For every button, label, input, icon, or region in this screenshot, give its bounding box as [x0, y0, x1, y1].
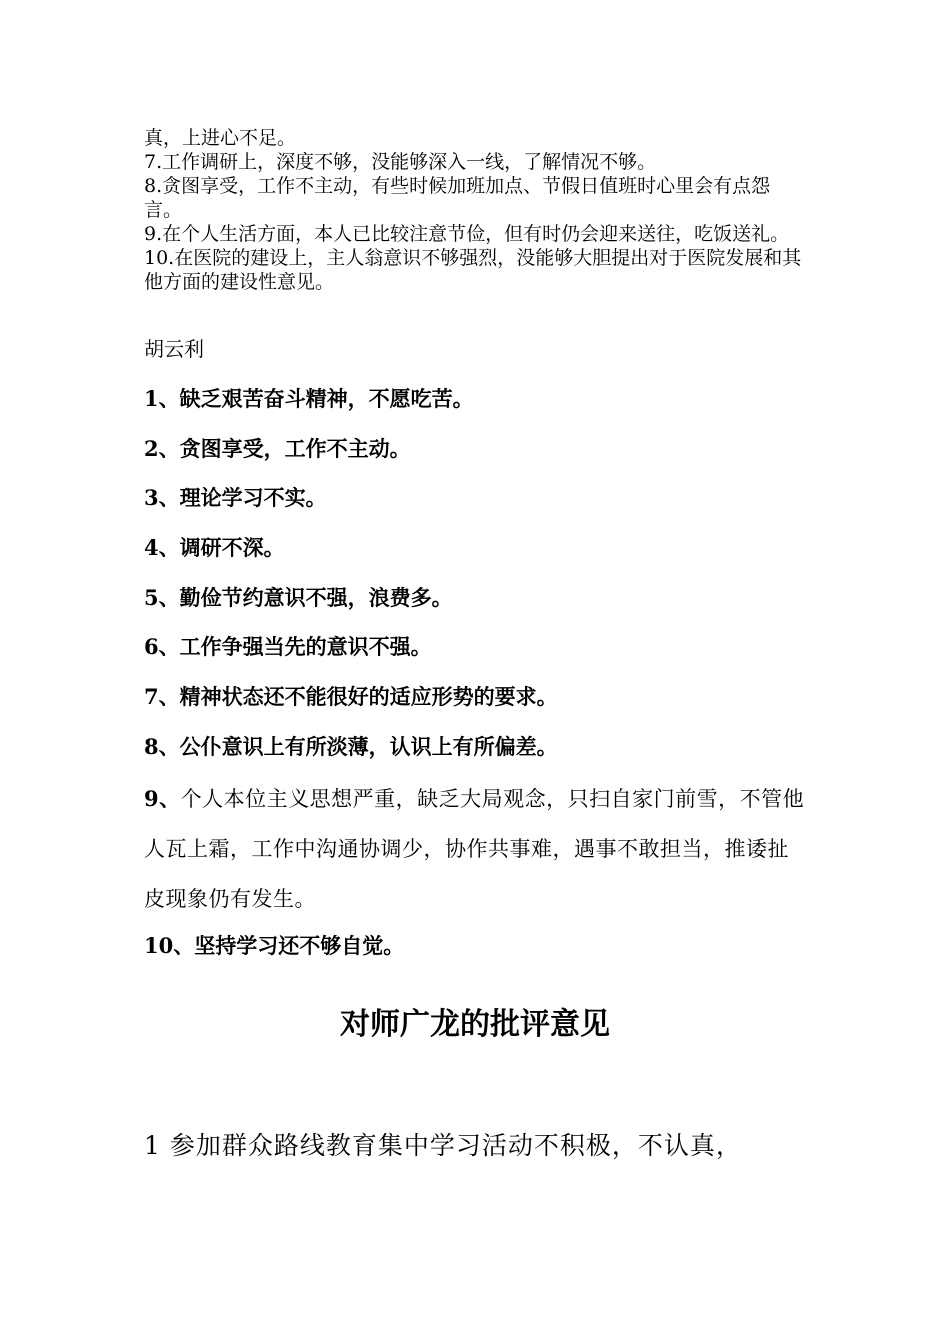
- criticism-item-5: 5、勤俭节约意识不强，浪费多。: [144, 585, 453, 610]
- criticism-item-9-number: 9、: [144, 786, 181, 811]
- criticism-item-2: 2、贪图享受，工作不主动。: [144, 436, 411, 461]
- text-line-item-10: 10.在医院的建设上，主人翁意识不够强烈，没能够大胆提出对于医院发展和其他方面的建设性意见。: [144, 247, 802, 293]
- criticism-item-8: 8、公仆意识上有所淡薄，认识上有所偏差。: [144, 734, 558, 759]
- top-section: [144, 126, 808, 294]
- criticism-item-4: 4、调研不深。: [144, 535, 285, 560]
- section-title: 对师广龙的批评意见: [340, 1007, 610, 1042]
- criticism-item-6: 6、工作争强当先的意识不强。: [144, 634, 432, 659]
- text-line-item-9: 9.在个人生活方面，本人已比较注意节俭，但有时仍会迎来送往，吃饭送礼。: [144, 223, 790, 245]
- text-line-continuation: 真，上进心不足。: [144, 127, 297, 149]
- criticism-item-3: 3、理论学习不实。: [144, 485, 327, 510]
- criticism-item-10: 10、坚持学习还不够自觉。: [144, 933, 405, 958]
- person-name: 胡云利: [144, 337, 204, 361]
- criticism-item-9-text: 个人本位主义思想严重，缺乏大局观念，只扫自家门前雪，不管他人瓦上霜，工作中沟通协调少，协作共事难，遇事不敢担当，推诿扯皮现象仍有发生。: [144, 787, 805, 911]
- text-line-item-8: 8.贪图享受，工作不主动，有些时候加班加点、节假日值班时心里会有点怨言。: [144, 175, 771, 221]
- criticism-item-1: 1、缺乏艰苦奋斗精神，不愿吃苦。: [144, 386, 474, 411]
- text-line-item-7: 7.工作调研上，深度不够，没能够深入一线，了解情况不够。: [144, 151, 657, 173]
- opinion-item-1: 1 参加群众路线教育集中学习活动不积极，不认真，: [144, 1131, 742, 1160]
- criticism-item-7: 7、精神状态还不能很好的适应形势的要求。: [144, 684, 558, 709]
- criticism-item-9: [144, 774, 808, 924]
